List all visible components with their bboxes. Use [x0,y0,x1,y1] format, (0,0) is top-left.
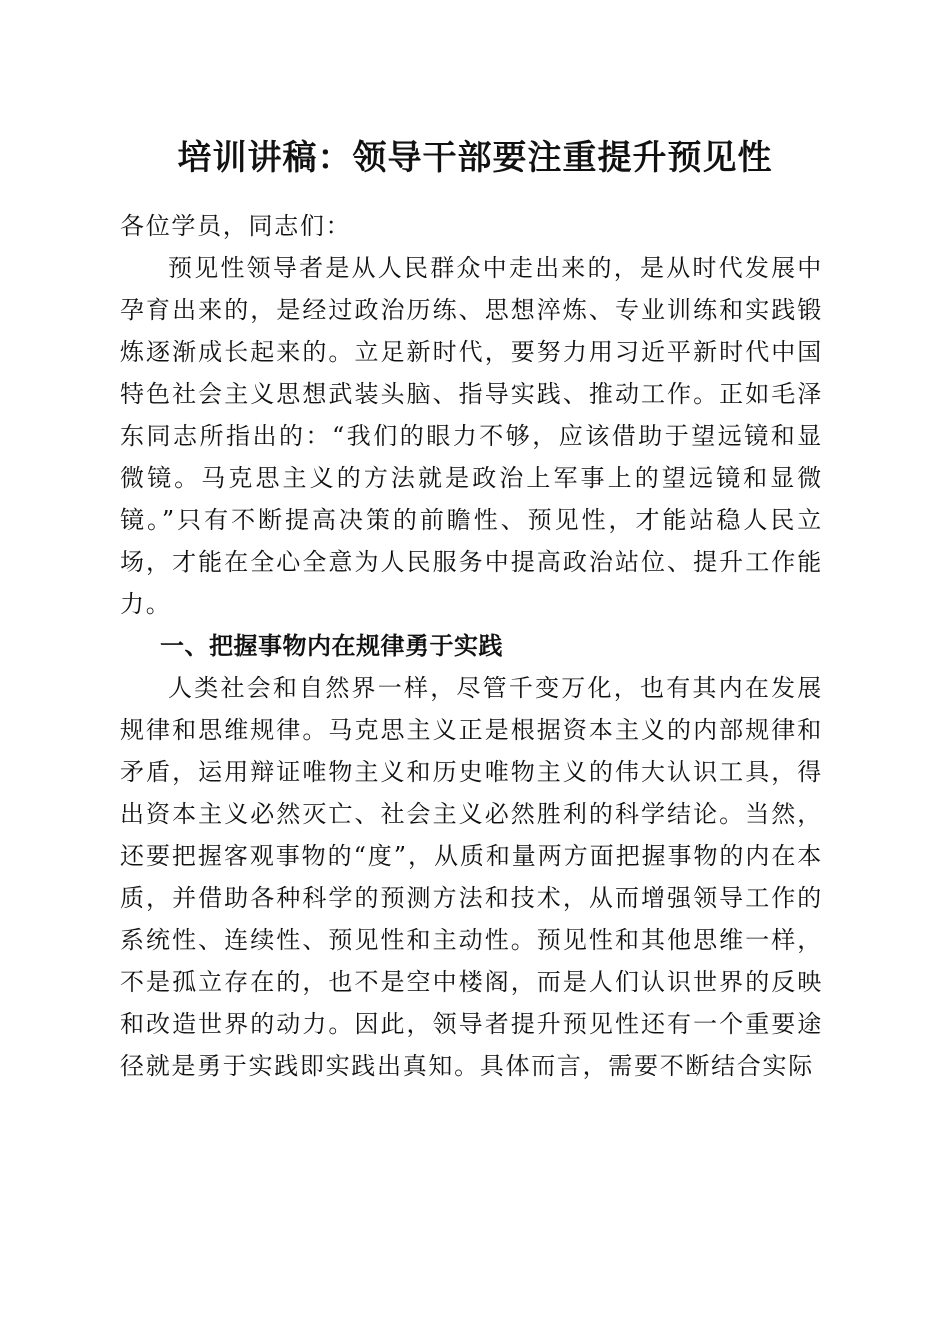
section-heading: 一、把握事物内在规律勇于实践 [160,632,503,660]
document-title: 培训讲稿：领导干部要注重提升预见性 [177,138,773,178]
greeting: 各位学员，同志们： [120,212,352,240]
document-body [120,205,823,1087]
paragraph-section-1: 人类社会和自然界一样，尽管千变万化，也有其内在发展规律和思维规律。马克思主义正是根据资本主义的内部规律和矛盾，运用辩证唯物主义和历史唯物主义的伟大认识工具，得出资本主义必然灭亡、社会主义必然胜利的科学结论。当然，还要把握客观事物的“度”，从质和量两方面把握事物的内在本质，并借助各种科学的预测方法和技术，从而增强领导工作的系统性、连续性、预见性和主动性。预见性和其他思维一样，不是孤立存在的，也不是空中楼阁，而是人们认识世界的反映和改造世界的动力。因此，领导者提升预见性还有一个重要途径就是勇于实践即实践出真知。具体而言，需要不断结合实际 [120,674,823,1080]
paragraph-intro: 预见性领导者是从人民群众中走出来的，是从时代发展中孕育出来的，是经过政治历练、思想淬炼、专业训练和实践锻炼逐渐成长起来的。立足新时代，要努力用习近平新时代中国特色社会主义思想武装头脑、指导实践、推动工作。正如毛泽东同志所指出的：“我们的眼力不够，应该借助于望远镜和显微镜。马克思主义的方法就是政治上军事上的望远镜和显微镜。”只有不断提高决策的前瞻性、预见性，才能站稳人民立场，才能在全心全意为人民服务中提高政治站位、提升工作能力。 [120,254,823,618]
